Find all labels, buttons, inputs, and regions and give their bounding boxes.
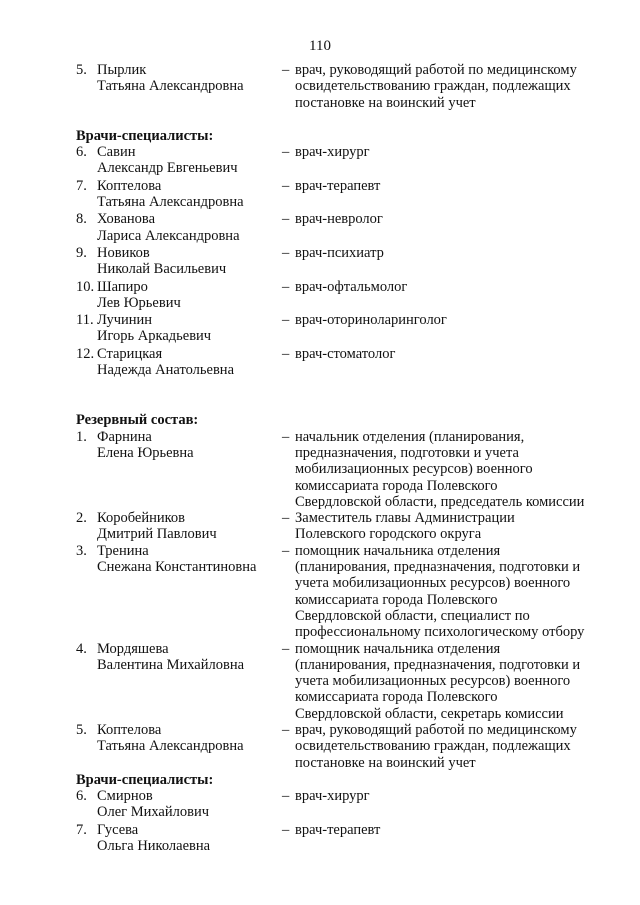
duty	[295, 510, 616, 543]
page-number: 110	[309, 38, 331, 54]
duty-line: Свердловской области, председатель комиссии	[295, 493, 585, 510]
duty: врач-оториноларинголог	[295, 312, 447, 329]
duty-line: начальник отделения (планирования,	[295, 428, 525, 445]
item-number: 1.	[76, 428, 87, 445]
given-names: Снежана Константиновна	[97, 559, 257, 576]
surname: Гусева	[97, 821, 139, 838]
duty	[295, 543, 616, 641]
given-names: Елена Юрьевна	[97, 444, 194, 461]
given-names: Ольга Николаевна	[97, 838, 211, 855]
given-names: Надежда Анатольевна	[97, 362, 234, 379]
duty: врач-офтальмолог	[295, 278, 408, 295]
list-item	[76, 245, 616, 278]
list-item	[76, 543, 616, 641]
surname: Лучинин	[97, 312, 153, 329]
surname: Мордяшева	[97, 640, 169, 657]
item-number: 4.	[76, 640, 87, 657]
given-names: Валентина Михайловна	[97, 656, 245, 673]
item-number: 5.	[76, 62, 87, 78]
given-names: Олег Михайлович	[97, 804, 210, 821]
duty	[295, 641, 616, 722]
duty-line: комиссариата города Полевского	[295, 477, 498, 494]
duty-line: мобилизационных ресурсов) военного	[295, 461, 533, 478]
dash: –	[282, 62, 290, 78]
item-number: 9.	[76, 244, 87, 261]
list-item	[76, 822, 616, 855]
duty-line: Полевского городского округа	[295, 526, 482, 543]
duty-line: врач, руководящий работой по медицинскому	[295, 62, 577, 78]
list-item	[76, 641, 616, 722]
duty-line: Свердловской области, секретарь комиссии	[295, 705, 564, 722]
duty-line: (планирования, предназначения, подготовки и	[295, 559, 581, 576]
list-item	[76, 178, 616, 211]
dash: –	[282, 428, 290, 445]
commission-list	[76, 62, 616, 854]
duty-line: комиссариата города Полевского	[295, 689, 498, 706]
duty-line: помощник начальника отделения	[295, 542, 501, 559]
surname: Фарнина	[97, 428, 152, 445]
dash: –	[282, 312, 290, 329]
duty	[295, 722, 616, 771]
surname: Старицкая	[97, 345, 163, 362]
given-names: Лариса Александровна	[97, 227, 240, 244]
dash: –	[282, 278, 290, 295]
list-item	[76, 211, 616, 244]
item-number: 10.	[76, 278, 95, 295]
item-number: 5.	[76, 721, 87, 738]
duty: врач-терапевт	[295, 821, 381, 838]
dash: –	[282, 640, 290, 657]
list-item	[76, 144, 616, 177]
given-names: Татьяна Александровна	[97, 194, 244, 211]
dash: –	[282, 721, 290, 738]
dash: –	[282, 177, 290, 194]
list-item	[76, 510, 616, 543]
given-names: Александр Евгеньевич	[97, 160, 238, 177]
duty: врач-хирург	[295, 788, 370, 805]
duty-line: (планирования, предназначения, подготовки и	[295, 656, 581, 673]
duty-line: врач, руководящий работой по медицинскому	[295, 721, 577, 738]
duty-line: освидетельствованию граждан, подлежащих	[295, 78, 571, 95]
duty: врач-стоматолог	[295, 345, 396, 362]
surname: Савин	[97, 144, 136, 161]
item-number: 7.	[76, 177, 87, 194]
duty-line: Заместитель главы Администрации	[295, 510, 515, 527]
duty: врач-хирург	[295, 144, 370, 161]
surname: Коптелова	[97, 721, 162, 738]
dash: –	[282, 788, 290, 805]
surname: Пырлик	[97, 62, 147, 78]
duty-line: постановке на воинский учет	[295, 754, 476, 771]
item-number: 2.	[76, 510, 87, 527]
list-item	[76, 312, 616, 345]
duty-line: Свердловской области, специалист по	[295, 607, 530, 624]
surname: Тренина	[97, 542, 149, 559]
given-names: Татьяна Александровна	[97, 738, 244, 755]
dash: –	[282, 542, 290, 559]
duty-line: помощник начальника отделения	[295, 640, 501, 657]
duty	[295, 62, 616, 111]
list-item	[76, 346, 616, 379]
item-number: 6.	[76, 144, 87, 161]
dash: –	[282, 821, 290, 838]
dash: –	[282, 211, 290, 228]
duty: врач-невролог	[295, 211, 383, 228]
given-names: Лев Юрьевич	[97, 294, 181, 311]
item-number: 12.	[76, 345, 95, 362]
given-names: Татьяна Александровна	[97, 78, 244, 95]
surname: Коптелова	[97, 177, 162, 194]
duty-line: постановке на воинский учет	[295, 94, 476, 111]
duty: врач-психиатр	[295, 244, 384, 261]
given-names: Дмитрий Павлович	[97, 526, 217, 543]
dash: –	[282, 144, 290, 161]
dash: –	[282, 345, 290, 362]
duty-line: профессиональному психологическому отбору	[295, 624, 585, 641]
list-item	[76, 62, 616, 111]
surname: Коробейников	[97, 510, 186, 527]
surname: Смирнов	[97, 788, 153, 805]
given-names: Николай Васильевич	[97, 261, 227, 278]
section-heading: Врачи-специалисты:	[76, 127, 214, 144]
dash: –	[282, 510, 290, 527]
item-number: 8.	[76, 211, 87, 228]
item-number: 11.	[76, 312, 94, 329]
duty: врач-терапевт	[295, 177, 381, 194]
surname: Шапиро	[97, 278, 148, 295]
section-heading: Резервный состав:	[76, 412, 199, 429]
item-number: 3.	[76, 542, 87, 559]
duty	[295, 429, 616, 510]
duty-line: предназначения, подготовки и учета	[295, 444, 519, 461]
duty-line: освидетельствованию граждан, подлежащих	[295, 738, 571, 755]
duty-line: учета мобилизационных ресурсов) военного	[295, 575, 571, 592]
item-number: 6.	[76, 788, 87, 805]
duty-line: учета мобилизационных ресурсов) военного	[295, 673, 571, 690]
list-item	[76, 722, 616, 771]
item-number: 7.	[76, 821, 87, 838]
list-item	[76, 279, 616, 312]
surname: Хованова	[97, 211, 155, 228]
dash: –	[282, 244, 290, 261]
list-item	[76, 429, 616, 510]
duty-line: комиссариата города Полевского	[295, 591, 498, 608]
list-item	[76, 788, 616, 821]
section-heading: Врачи-специалисты:	[76, 771, 214, 788]
given-names: Игорь Аркадьевич	[97, 328, 212, 345]
surname: Новиков	[97, 244, 150, 261]
